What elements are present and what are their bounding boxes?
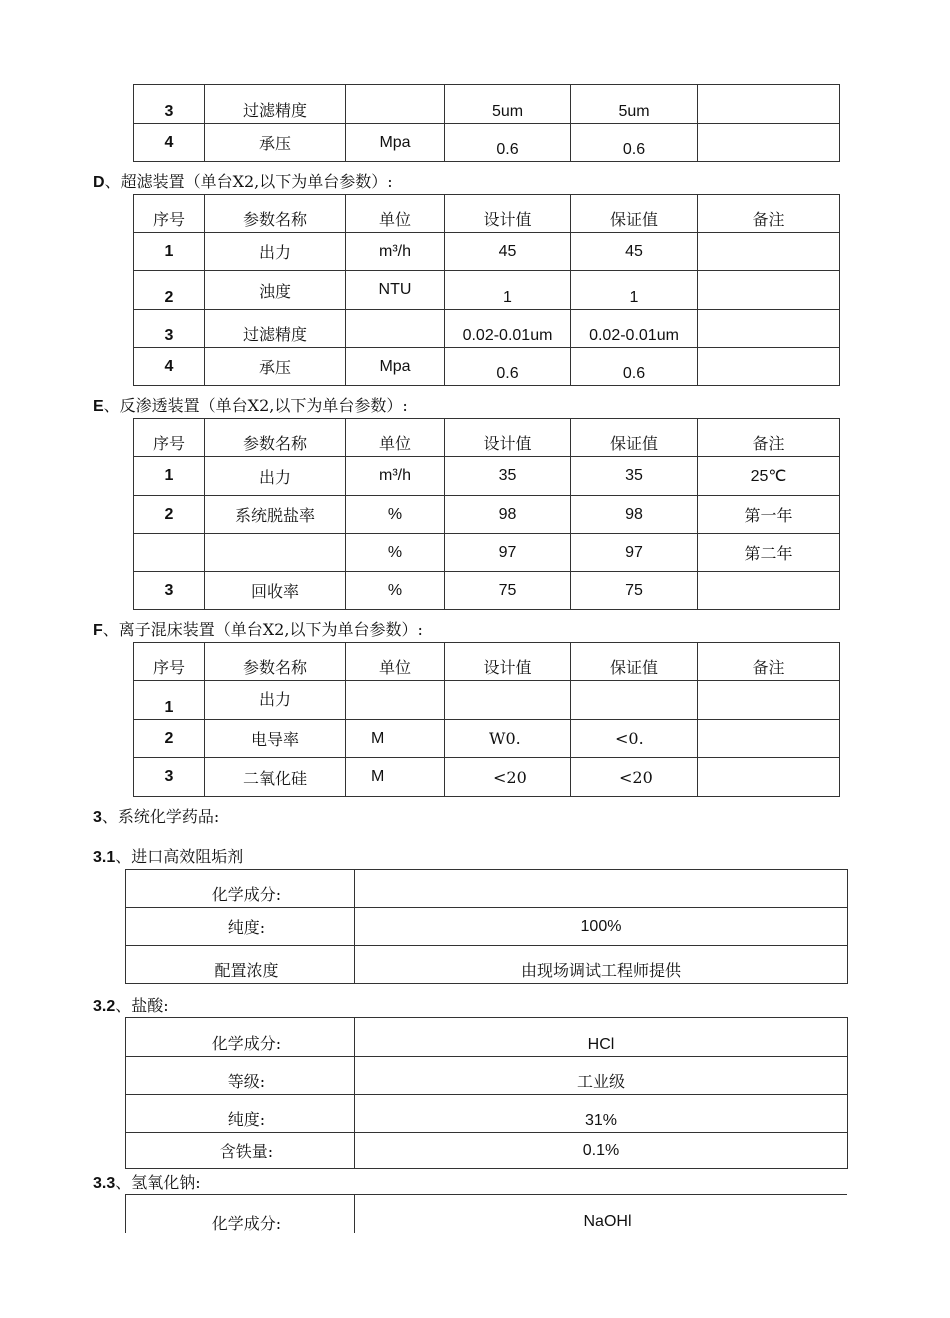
guarantee-value: 97 [571,534,698,572]
guarantee-value: <0. [571,720,698,758]
param-name: 承压 [205,348,346,386]
table-header-row [134,643,840,681]
design-value: 98 [445,496,571,534]
table-row [134,233,840,271]
row-number [134,534,205,572]
row-label: 配置浓度 [126,946,355,984]
filter-params-table-continued [133,84,840,162]
param-name: 过滤精度 [205,310,346,348]
section-3-2-heading: 3.2、盐酸: [93,996,169,1015]
table-row [126,1057,848,1095]
param-unit: % [346,572,445,610]
param-name: 系统脱盐率 [205,496,346,534]
param-unit: % [346,534,445,572]
table-row [134,534,840,572]
table-row [134,310,840,348]
row-number: 3 [134,758,205,797]
row-value: NaOHl [355,1195,848,1234]
row-number: 2 [134,720,205,758]
row-value: 工业级 [355,1057,848,1095]
section-d-heading: D、超滤装置（单台X2,以下为单台参数）: [93,172,393,191]
guarantee-value: 5um [571,85,698,124]
design-value: 35 [445,457,571,496]
header-no: 序号 [134,419,205,457]
design-value: 45 [445,233,571,271]
note [698,271,840,310]
header-design: 设计值 [445,195,571,233]
param-name: 二氧化硅 [205,758,346,797]
param-name: 回收率 [205,572,346,610]
header-note: 备注 [698,195,840,233]
row-label: 含铁量: [126,1133,355,1169]
param-name: 浊度 [205,271,346,310]
row-number: 2 [134,271,205,310]
param-unit: M [346,758,445,797]
guarantee-value [571,681,698,720]
row-number: 3 [134,572,205,610]
design-value: 0.6 [445,348,571,386]
param-name: 承压 [205,124,346,162]
header-design: 设计值 [445,419,571,457]
note [698,85,840,124]
param-unit: M [346,720,445,758]
row-number: 4 [134,348,205,386]
table-row [134,496,840,534]
row-value [355,870,848,908]
header-no: 序号 [134,643,205,681]
guarantee-value: 35 [571,457,698,496]
row-label: 化学成分: [126,1195,355,1234]
row-value: 由现场调试工程师提供 [355,946,848,984]
param-unit: % [346,496,445,534]
note: 第一年 [698,496,840,534]
note [698,758,840,797]
design-value [445,681,571,720]
sodium-hydroxide-table-clip [125,1194,847,1233]
param-name [205,534,346,572]
note [698,233,840,271]
guarantee-value: 75 [571,572,698,610]
ultrafiltration-params-table [133,194,840,386]
header-no: 序号 [134,195,205,233]
header-unit: 单位 [346,419,445,457]
section-f-heading: F、离子混床装置（单台X2,以下为单台参数）: [93,620,423,639]
row-value: 31% [355,1095,848,1133]
guarantee-value: 98 [571,496,698,534]
row-number: 4 [134,124,205,162]
section-e-heading: E、反渗透装置（单台X2,以下为单台参数）: [93,396,408,415]
guarantee-value: 0.02-0.01um [571,310,698,348]
table-row [134,124,840,162]
section-3-3-heading: 3.3、氢氧化钠: [93,1173,201,1192]
row-label: 等级: [126,1057,355,1095]
param-unit: m³/h [346,233,445,271]
header-note: 备注 [698,643,840,681]
row-number: 1 [134,457,205,496]
param-name: 电导率 [205,720,346,758]
note [698,124,840,162]
row-label: 化学成分: [126,870,355,908]
table-row [134,572,840,610]
table-row [134,271,840,310]
table-header-row [134,195,840,233]
row-label: 纯度: [126,908,355,946]
table-row [134,681,840,720]
design-value: 0.02-0.01um [445,310,571,348]
param-name: 出力 [205,681,346,720]
row-number: 1 [134,233,205,271]
header-unit: 单位 [346,195,445,233]
table-row [126,1133,848,1169]
design-value: 1 [445,271,571,310]
header-design: 设计值 [445,643,571,681]
section-3-heading: 3、系统化学药品: [93,807,220,826]
row-value: HCl [355,1018,848,1057]
row-number: 3 [134,85,205,124]
table-row [134,85,840,124]
header-name: 参数名称 [205,419,346,457]
guarantee-value: <20 [571,758,698,797]
param-unit [346,681,445,720]
table-row [126,1095,848,1133]
table-row [134,758,840,797]
design-value: W0. [445,720,571,758]
row-value: 0.1% [355,1133,848,1169]
param-name: 出力 [205,457,346,496]
table-header-row [134,419,840,457]
param-name: 过滤精度 [205,85,346,124]
guarantee-value: 45 [571,233,698,271]
row-label: 化学成分: [126,1018,355,1057]
note [698,681,840,720]
design-value: 0.6 [445,124,571,162]
header-guarantee: 保证值 [571,195,698,233]
header-guarantee: 保证值 [571,419,698,457]
note [698,720,840,758]
design-value: 97 [445,534,571,572]
param-unit: Mpa [346,124,445,162]
note [698,348,840,386]
row-number: 1 [134,681,205,720]
guarantee-value: 0.6 [571,124,698,162]
design-value: 5um [445,85,571,124]
table-row [126,1018,848,1057]
sodium-hydroxide-table [125,1194,847,1233]
note: 25℃ [698,457,840,496]
note [698,572,840,610]
table-row [126,1195,848,1234]
mixed-bed-params-table [133,642,840,797]
note: 第二年 [698,534,840,572]
row-number: 2 [134,496,205,534]
guarantee-value: 0.6 [571,348,698,386]
param-unit: NTU [346,271,445,310]
design-value: <20 [445,758,571,797]
row-label: 纯度: [126,1095,355,1133]
table-row [126,870,848,908]
param-name: 出力 [205,233,346,271]
param-unit: Mpa [346,348,445,386]
section-3-1-heading: 3.1、进口高效阻垢剂 [93,847,244,866]
row-value: 100% [355,908,848,946]
table-row [126,908,848,946]
header-name: 参数名称 [205,195,346,233]
row-number: 3 [134,310,205,348]
antiscalant-table [125,869,848,984]
table-row [134,457,840,496]
note [698,310,840,348]
header-guarantee: 保证值 [571,643,698,681]
table-row [134,720,840,758]
table-row [126,946,848,984]
guarantee-value: 1 [571,271,698,310]
param-unit [346,85,445,124]
reverse-osmosis-params-table [133,418,840,610]
param-unit [346,310,445,348]
table-row [134,348,840,386]
header-note: 备注 [698,419,840,457]
header-unit: 单位 [346,643,445,681]
param-unit: m³/h [346,457,445,496]
header-name: 参数名称 [205,643,346,681]
hydrochloric-acid-table [125,1017,848,1169]
design-value: 75 [445,572,571,610]
